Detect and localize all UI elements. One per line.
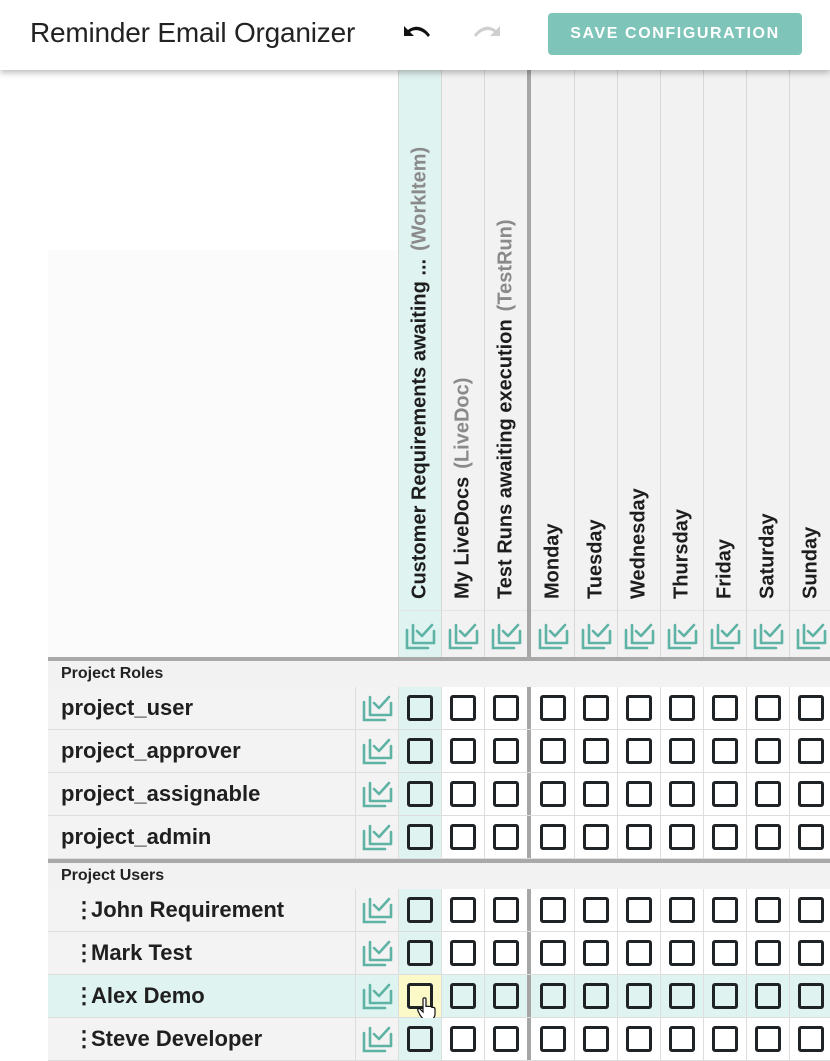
checkbox[interactable]: [540, 897, 566, 923]
matrix-cell: [398, 889, 441, 931]
matrix-cell: [703, 975, 746, 1017]
checkbox[interactable]: [493, 738, 519, 764]
user-row: [48, 1018, 830, 1061]
checkbox[interactable]: [583, 695, 609, 721]
matrix-cell: [527, 889, 574, 931]
column-header-5[interactable]: [574, 70, 617, 657]
column-type: (WorkItem): [408, 146, 431, 251]
row-name: [61, 897, 284, 923]
checkbox[interactable]: [407, 824, 433, 850]
redo-icon: [470, 20, 506, 50]
column-type: (LiveDoc): [451, 377, 474, 469]
checkbox[interactable]: [407, 738, 433, 764]
corner-blank: [48, 250, 398, 657]
row-name: [61, 738, 241, 764]
checkbox[interactable]: [669, 983, 695, 1009]
checkbox[interactable]: [798, 983, 824, 1009]
checkbox[interactable]: [798, 897, 824, 923]
matrix-cell: [441, 1018, 484, 1060]
checkbox[interactable]: [493, 897, 519, 923]
checkbox[interactable]: [712, 897, 738, 923]
checkbox[interactable]: [450, 1026, 476, 1052]
select-all-column-icon[interactable]: [404, 621, 436, 651]
header-divider: [485, 610, 527, 611]
matrix-cell: [703, 773, 746, 815]
matrix-cell: [398, 816, 441, 858]
select-all-column-icon[interactable]: [795, 621, 827, 651]
select-all-column-icon[interactable]: [666, 621, 698, 651]
checkbox[interactable]: [755, 940, 781, 966]
checkbox[interactable]: [669, 738, 695, 764]
matrix-cell: [441, 889, 484, 931]
checkbox[interactable]: [712, 1026, 738, 1052]
matrix-cell: [746, 1018, 789, 1060]
header-divider: [442, 610, 484, 611]
checkbox[interactable]: [583, 738, 609, 764]
select-all-row-icon[interactable]: [355, 816, 398, 858]
checkbox[interactable]: [450, 940, 476, 966]
reminder-matrix: [0, 70, 830, 1060]
matrix-cell: [398, 730, 441, 772]
undo-button[interactable]: [398, 20, 434, 50]
checkbox[interactable]: [755, 781, 781, 807]
checkbox[interactable]: [450, 781, 476, 807]
header-divider: [661, 610, 703, 611]
checkbox[interactable]: [798, 940, 824, 966]
checkbox[interactable]: [798, 781, 824, 807]
role-row: [48, 816, 830, 859]
column-header-1[interactable]: [398, 70, 441, 657]
matrix-cell: [574, 975, 617, 1017]
matrix-cell: [441, 932, 484, 974]
checkbox[interactable]: [626, 781, 652, 807]
select-all-column-icon[interactable]: [537, 621, 569, 651]
checkbox[interactable]: [712, 940, 738, 966]
user-row: [48, 975, 830, 1018]
header-divider: [618, 610, 660, 611]
matrix-cell: [746, 687, 789, 729]
select-all-column-icon[interactable]: [490, 621, 522, 651]
checkbox[interactable]: [755, 824, 781, 850]
row-name: [61, 983, 205, 1009]
checkbox[interactable]: [583, 781, 609, 807]
row-label: project_admin: [61, 824, 212, 849]
column-title: Wednesday: [627, 488, 650, 599]
matrix-cell: [441, 975, 484, 1017]
checkbox[interactable]: [669, 781, 695, 807]
header-divider: [704, 610, 746, 611]
section-header: Project Users: [48, 859, 830, 889]
select-all-row-icon[interactable]: [355, 889, 398, 931]
matrix-cell: [527, 773, 574, 815]
row-name: [61, 695, 193, 721]
matrix-cell: [398, 773, 441, 815]
matrix-cell: [617, 773, 660, 815]
matrix-cell: [789, 687, 830, 729]
section-header: Project Roles: [48, 657, 830, 687]
matrix-cell: [441, 730, 484, 772]
column-title: Test Runs awaiting execution: [494, 319, 517, 599]
column-label: [409, 147, 432, 599]
matrix-cell: [703, 932, 746, 974]
column-label: [585, 511, 608, 599]
undo-icon: [398, 20, 434, 50]
matrix-cell: [746, 730, 789, 772]
checkbox[interactable]: [798, 738, 824, 764]
matrix-cell: [703, 1018, 746, 1060]
matrix-cell: [527, 932, 574, 974]
checkbox[interactable]: [540, 940, 566, 966]
checkbox[interactable]: [450, 738, 476, 764]
column-title: Thursday: [670, 508, 693, 599]
matrix-cell: [703, 816, 746, 858]
matrix-cell: [617, 730, 660, 772]
column-header-10[interactable]: [789, 70, 830, 657]
matrix-cell: [660, 687, 703, 729]
more-menu-icon[interactable]: ⋮: [73, 940, 95, 965]
column-type: (TestRun): [494, 219, 517, 312]
matrix-cell: [398, 932, 441, 974]
matrix-cell: [441, 773, 484, 815]
checkbox[interactable]: [407, 897, 433, 923]
header-divider: [575, 610, 617, 611]
checkbox[interactable]: [626, 738, 652, 764]
matrix-cell: [484, 773, 527, 815]
matrix-cell: [703, 889, 746, 931]
more-menu-icon[interactable]: ⋮: [73, 983, 95, 1008]
matrix-cell: [527, 1018, 574, 1060]
header-divider: [790, 610, 830, 611]
column-label: [671, 501, 694, 599]
column-header-6[interactable]: [617, 70, 660, 657]
checkbox[interactable]: [540, 738, 566, 764]
checkbox[interactable]: [493, 824, 519, 850]
matrix-cell: [660, 975, 703, 1017]
select-all-row-icon[interactable]: [355, 1018, 398, 1060]
checkbox[interactable]: [712, 695, 738, 721]
role-row: [48, 687, 830, 730]
matrix-cell: [441, 687, 484, 729]
checkbox[interactable]: [450, 983, 476, 1009]
column-label: [452, 378, 475, 599]
select-all-row-icon[interactable]: [355, 687, 398, 729]
row-label: Alex Demo: [91, 983, 205, 1008]
select-all-column-icon[interactable]: [752, 621, 784, 651]
matrix-cell: [660, 816, 703, 858]
matrix-cell: [574, 687, 617, 729]
column-header-7[interactable]: [660, 70, 703, 657]
matrix-cell: [574, 932, 617, 974]
checkbox[interactable]: [669, 897, 695, 923]
matrix-cell: [398, 1018, 441, 1060]
matrix-cell: [660, 773, 703, 815]
matrix-cell: [484, 687, 527, 729]
user-row: [48, 889, 830, 932]
redo-button[interactable]: [470, 20, 506, 50]
header-divider: [531, 610, 574, 611]
row-label: project_approver: [61, 738, 241, 763]
column-title: Tuesday: [584, 519, 607, 599]
matrix-cell: [789, 730, 830, 772]
checkbox[interactable]: [540, 781, 566, 807]
matrix-cell: [398, 975, 441, 1017]
matrix-cell: [746, 889, 789, 931]
checkbox[interactable]: [712, 824, 738, 850]
matrix-cell: [484, 816, 527, 858]
column-title: Friday: [713, 538, 736, 599]
matrix-cell: [617, 889, 660, 931]
matrix-cell: [617, 975, 660, 1017]
matrix-cell: [617, 816, 660, 858]
user-row: [48, 932, 830, 975]
checkbox[interactable]: [669, 1026, 695, 1052]
column-title: Sunday: [799, 526, 822, 599]
matrix-cell: [574, 816, 617, 858]
matrix-cell: [660, 730, 703, 772]
row-name: [61, 940, 192, 966]
select-all-row-icon[interactable]: [355, 730, 398, 772]
matrix-cell: [527, 975, 574, 1017]
checkbox[interactable]: [540, 695, 566, 721]
checkbox[interactable]: [407, 695, 433, 721]
checkbox[interactable]: [798, 695, 824, 721]
matrix-cell: [484, 975, 527, 1017]
matrix-cell: [527, 687, 574, 729]
column-label: [757, 505, 780, 599]
row-label: Mark Test: [91, 940, 193, 965]
checkbox[interactable]: [540, 983, 566, 1009]
checkbox[interactable]: [798, 824, 824, 850]
matrix-cell: [527, 730, 574, 772]
column-header-4[interactable]: [527, 70, 574, 657]
row-name: [61, 824, 211, 850]
role-row: [48, 773, 830, 816]
select-all-row-icon[interactable]: [355, 932, 398, 974]
checkbox[interactable]: [583, 824, 609, 850]
checkbox[interactable]: [755, 1026, 781, 1052]
matrix-cell: [746, 773, 789, 815]
checkbox[interactable]: [712, 983, 738, 1009]
checkbox[interactable]: [669, 695, 695, 721]
matrix-cell: [527, 816, 574, 858]
checkbox[interactable]: [493, 983, 519, 1009]
matrix-cell: [746, 932, 789, 974]
matrix-cell: [789, 975, 830, 1017]
row-label: Steve Developer: [91, 1026, 263, 1051]
checkbox[interactable]: [626, 824, 652, 850]
checkbox[interactable]: [755, 695, 781, 721]
column-header-3[interactable]: [484, 70, 527, 657]
checkbox[interactable]: [798, 1026, 824, 1052]
checkbox[interactable]: [450, 897, 476, 923]
select-all-row-icon[interactable]: [355, 773, 398, 815]
select-all-row-icon[interactable]: [355, 975, 398, 1017]
matrix-cell: [617, 932, 660, 974]
column-title: My LiveDocs: [451, 476, 474, 599]
matrix-cell: [789, 773, 830, 815]
checkbox[interactable]: [493, 940, 519, 966]
matrix-cell: [484, 889, 527, 931]
row-name: [61, 781, 260, 807]
matrix-cell: [441, 816, 484, 858]
column-title: Monday: [541, 523, 563, 599]
checkbox[interactable]: [407, 940, 433, 966]
checkbox[interactable]: [626, 940, 652, 966]
matrix-cell: [574, 773, 617, 815]
checkbox[interactable]: [626, 695, 652, 721]
more-menu-icon[interactable]: ⋮: [73, 897, 95, 922]
matrix-cell: [574, 1018, 617, 1060]
column-label: [541, 515, 564, 599]
row-label: project_assignable: [61, 781, 261, 806]
checkbox[interactable]: [583, 983, 609, 1009]
checkbox[interactable]: [669, 824, 695, 850]
column-header-8[interactable]: [703, 70, 746, 657]
checkbox[interactable]: [755, 983, 781, 1009]
checkbox[interactable]: [493, 1026, 519, 1052]
checkbox[interactable]: [407, 1026, 433, 1052]
matrix-cell: [789, 1018, 830, 1060]
checkbox[interactable]: [583, 897, 609, 923]
checkbox[interactable]: [540, 1026, 566, 1052]
matrix-cell: [484, 1018, 527, 1060]
header-divider: [399, 610, 441, 611]
matrix-cell: [660, 889, 703, 931]
matrix-cell: [789, 889, 830, 931]
save-configuration-button[interactable]: SAVE CONFIGURATION: [548, 13, 802, 55]
select-all-column-icon[interactable]: [580, 621, 612, 651]
matrix-cell: [746, 975, 789, 1017]
column-label: [714, 531, 737, 599]
matrix-cell: [660, 932, 703, 974]
checkbox[interactable]: [450, 824, 476, 850]
select-all-column-icon[interactable]: [447, 621, 479, 651]
row-label: project_user: [61, 695, 194, 720]
row-name: [61, 1026, 262, 1052]
matrix-cell: [746, 816, 789, 858]
matrix-cell: [660, 1018, 703, 1060]
column-label: [495, 219, 518, 599]
column-label: [628, 480, 651, 599]
checkbox[interactable]: [755, 897, 781, 923]
column-title: Customer Requirements awaiting ...: [408, 258, 431, 599]
top-bar: [0, 0, 830, 70]
checkbox[interactable]: [583, 1026, 609, 1052]
checkbox[interactable]: [626, 1026, 652, 1052]
matrix-cell: [703, 730, 746, 772]
checkbox[interactable]: [669, 940, 695, 966]
column-header-9[interactable]: [746, 70, 789, 657]
checkbox[interactable]: [583, 940, 609, 966]
select-all-column-icon[interactable]: [709, 621, 741, 651]
column-header-2[interactable]: [441, 70, 484, 657]
checkbox[interactable]: [407, 781, 433, 807]
checkbox[interactable]: [755, 738, 781, 764]
role-row: [48, 730, 830, 773]
checkbox[interactable]: [712, 738, 738, 764]
column-title: Saturday: [756, 513, 779, 599]
header-divider: [747, 610, 789, 611]
column-label: [800, 519, 823, 599]
checkbox[interactable]: [626, 983, 652, 1009]
checkbox[interactable]: [450, 695, 476, 721]
matrix-cell: [398, 687, 441, 729]
matrix-cell: [484, 932, 527, 974]
matrix-cell: [484, 730, 527, 772]
row-label: John Requirement: [91, 897, 285, 922]
matrix-cell: [789, 932, 830, 974]
matrix-cell: [617, 1018, 660, 1060]
more-menu-icon[interactable]: ⋮: [73, 1026, 95, 1051]
checkbox[interactable]: [626, 897, 652, 923]
matrix-cell: [703, 687, 746, 729]
checkbox[interactable]: [493, 695, 519, 721]
select-all-column-icon[interactable]: [623, 621, 655, 651]
matrix-cell: [574, 889, 617, 931]
checkbox[interactable]: [493, 781, 519, 807]
matrix-cell: [789, 816, 830, 858]
checkbox[interactable]: [540, 824, 566, 850]
matrix-cell: [617, 687, 660, 729]
checkbox[interactable]: [712, 781, 738, 807]
matrix-cell: [574, 730, 617, 772]
page-title: Reminder Email Organizer: [30, 17, 356, 48]
